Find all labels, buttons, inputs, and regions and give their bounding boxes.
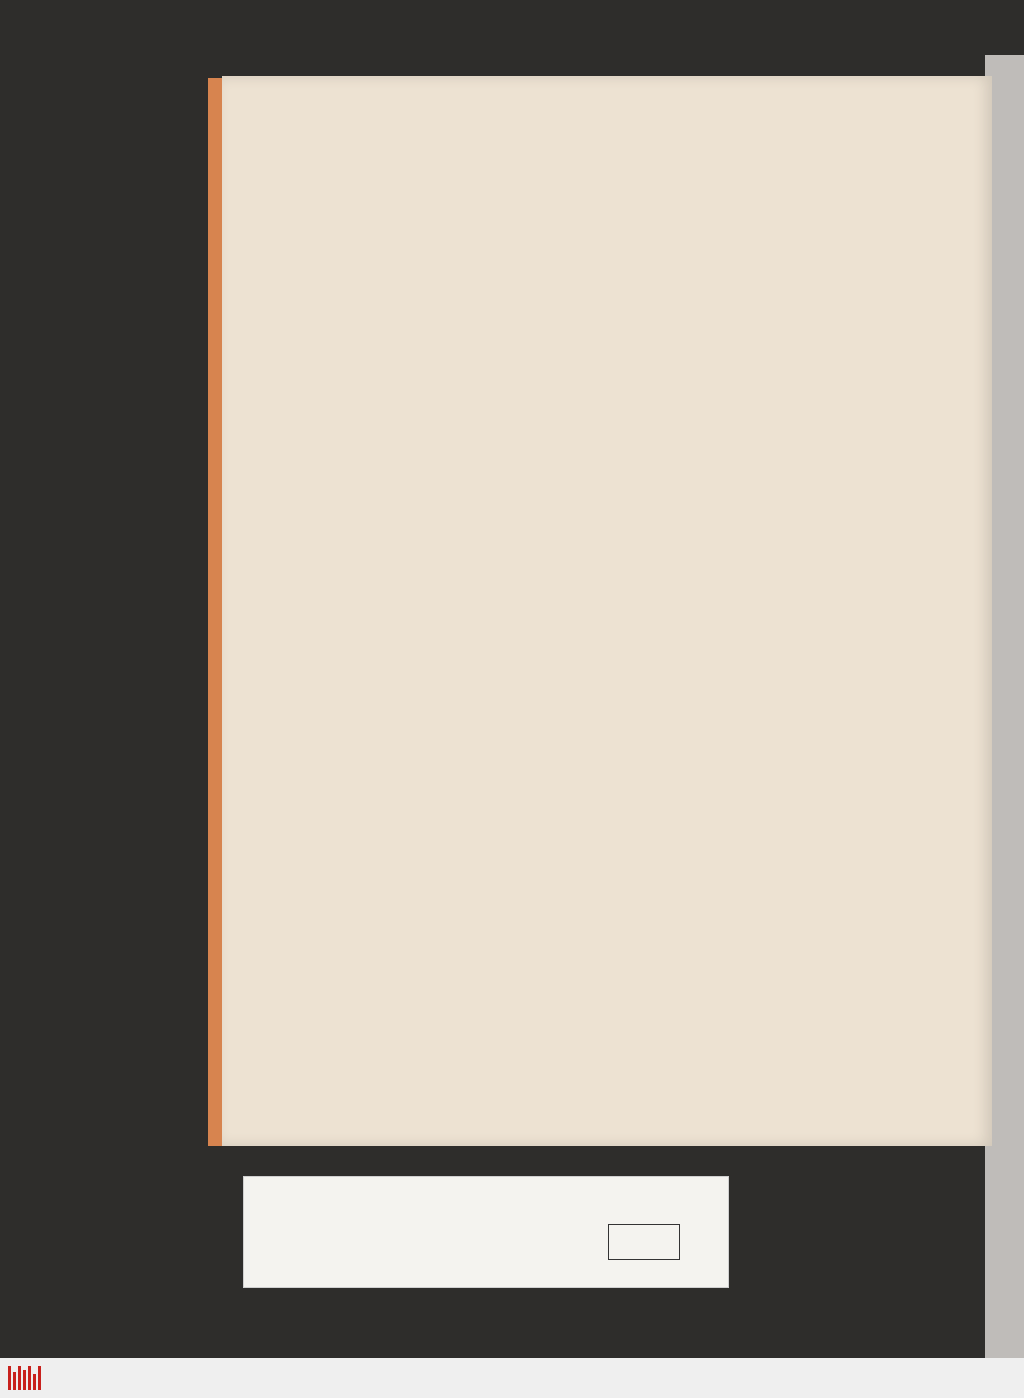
gray-scale-swatches — [608, 1224, 680, 1260]
book-edge — [208, 78, 222, 1146]
color-scale-card — [243, 1176, 729, 1288]
ruler — [276, 1223, 506, 1259]
hab-logo-icon — [8, 1366, 48, 1390]
book-page — [222, 76, 992, 1146]
footer-bar — [0, 1358, 1024, 1398]
